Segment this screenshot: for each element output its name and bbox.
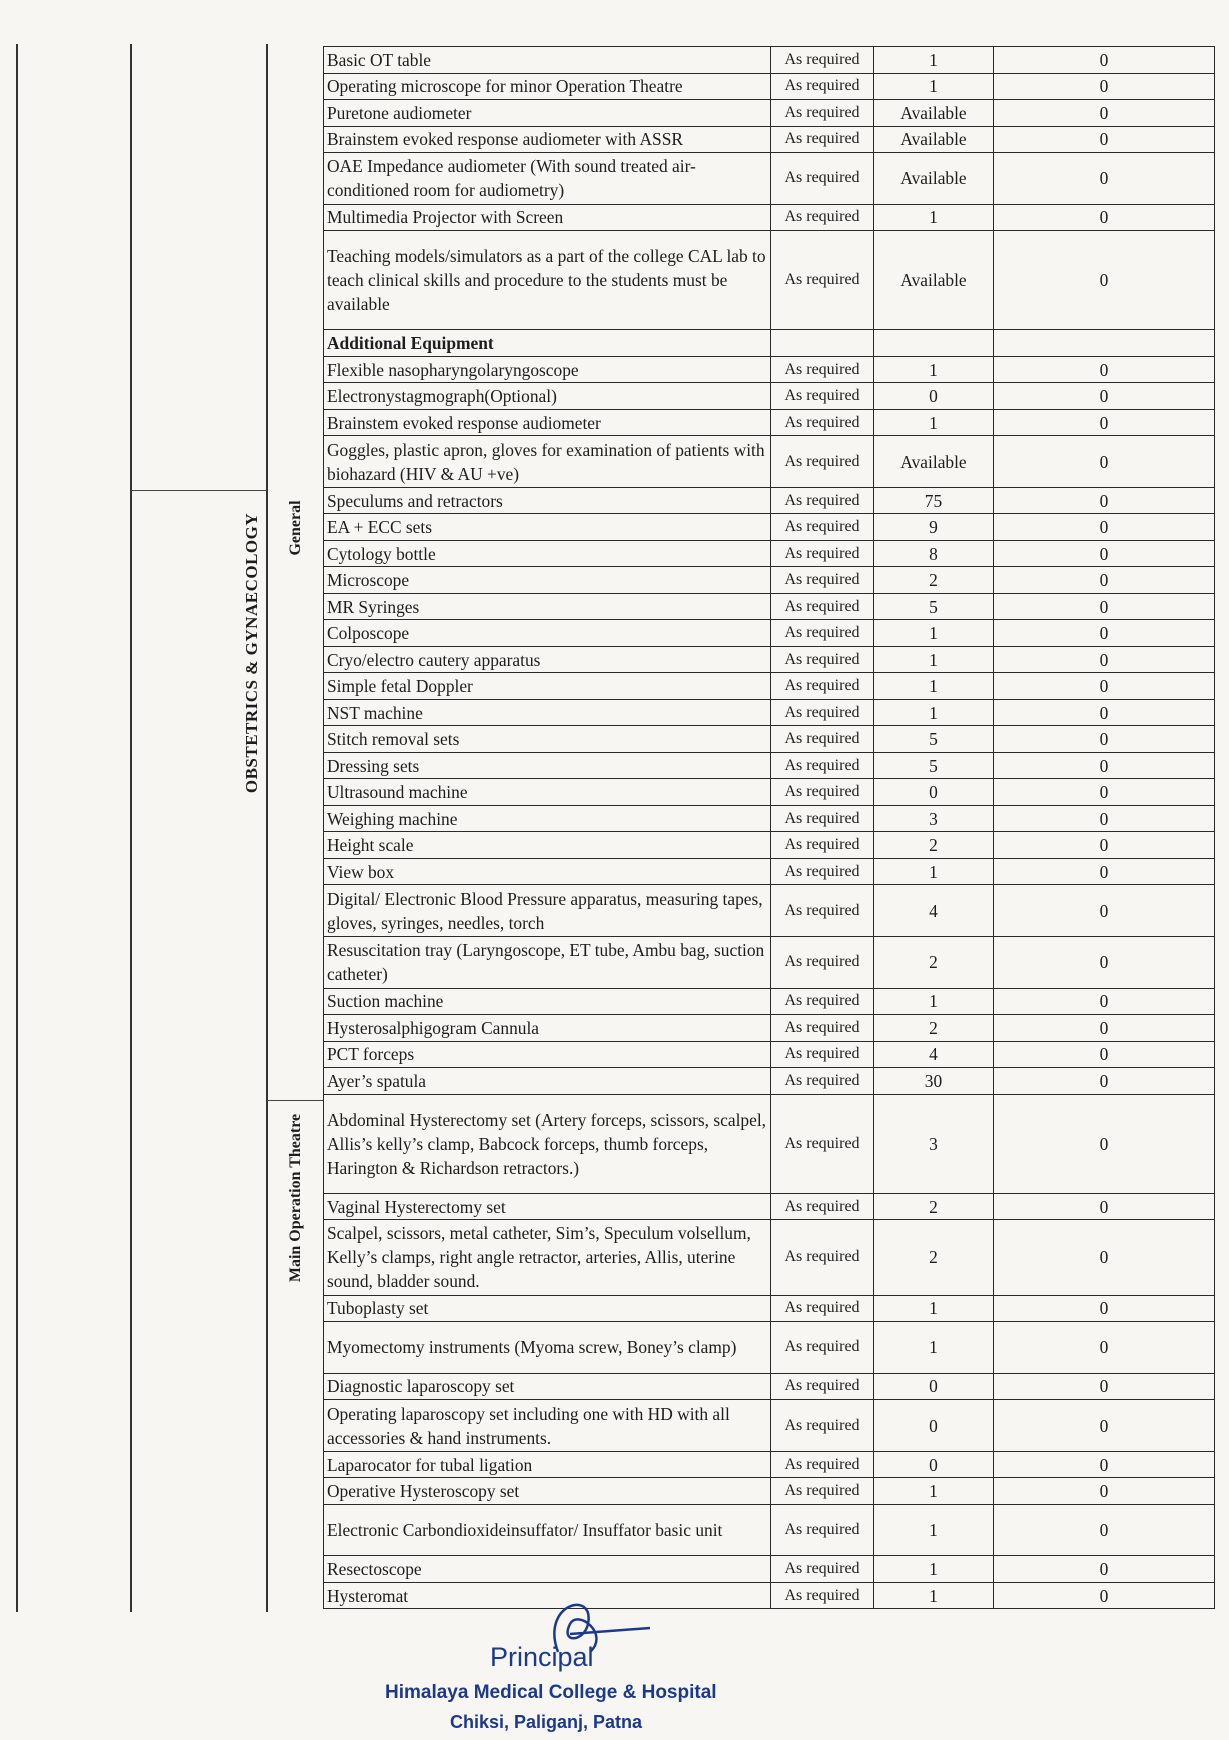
equipment-row bbox=[324, 936, 1215, 988]
available-quantity: Available bbox=[874, 100, 994, 127]
additional-quantity bbox=[994, 330, 1215, 357]
equipment-name: Laparocator for tubal ligation bbox=[324, 1451, 771, 1478]
required-quantity: As required bbox=[771, 832, 874, 859]
equipment-row bbox=[324, 487, 1215, 514]
required-quantity: As required bbox=[771, 540, 874, 567]
available-quantity: 8 bbox=[874, 540, 994, 567]
additional-quantity: 0 bbox=[994, 514, 1215, 541]
available-quantity: 1 bbox=[874, 1504, 994, 1556]
required-quantity: As required bbox=[771, 805, 874, 832]
required-quantity: As required bbox=[771, 988, 874, 1015]
equipment-row bbox=[324, 1094, 1215, 1193]
additional-quantity: 0 bbox=[994, 73, 1215, 100]
equipment-row bbox=[324, 1015, 1215, 1042]
available-quantity: Available bbox=[874, 126, 994, 153]
additional-quantity: 0 bbox=[994, 1556, 1215, 1583]
dept-column-left-line bbox=[130, 44, 132, 1612]
equipment-name: MR Syringes bbox=[324, 593, 771, 620]
available-quantity: 2 bbox=[874, 1015, 994, 1042]
additional-quantity: 0 bbox=[994, 1068, 1215, 1095]
available-quantity: 1 bbox=[874, 409, 994, 436]
available-quantity: 1 bbox=[874, 1295, 994, 1322]
equipment-name: Resuscitation tray (Laryngoscope, ET tube, Ambu bag, suction catheter) bbox=[324, 936, 771, 988]
available-quantity: 1 bbox=[874, 858, 994, 885]
available-quantity: 2 bbox=[874, 832, 994, 859]
required-quantity: As required bbox=[771, 620, 874, 647]
equipment-row bbox=[324, 540, 1215, 567]
equipment-row bbox=[324, 1373, 1215, 1400]
additional-quantity: 0 bbox=[994, 47, 1215, 74]
equipment-row bbox=[324, 1556, 1215, 1583]
equipment-name: Resectoscope bbox=[324, 1556, 771, 1583]
equipment-name: PCT forceps bbox=[324, 1041, 771, 1068]
available-quantity: 2 bbox=[874, 1220, 994, 1295]
equipment-name: Weighing machine bbox=[324, 805, 771, 832]
equipment-row bbox=[324, 1322, 1215, 1374]
equipment-name: Myomectomy instruments (Myoma screw, Boney’s clamp) bbox=[324, 1322, 771, 1374]
equipment-row bbox=[324, 832, 1215, 859]
required-quantity: As required bbox=[771, 1400, 874, 1452]
equipment-name: NST machine bbox=[324, 699, 771, 726]
equipment-row bbox=[324, 699, 1215, 726]
equipment-name: Speculums and retractors bbox=[324, 487, 771, 514]
available-quantity: 3 bbox=[874, 805, 994, 832]
additional-quantity: 0 bbox=[994, 409, 1215, 436]
equipment-name: EA + ECC sets bbox=[324, 514, 771, 541]
available-quantity: 5 bbox=[874, 726, 994, 753]
equipment-row bbox=[324, 593, 1215, 620]
equipment-name: Operative Hysteroscopy set bbox=[324, 1478, 771, 1505]
section-label-general: General bbox=[287, 500, 304, 556]
equipment-name: Multimedia Projector with Screen bbox=[324, 204, 771, 231]
equipment-row bbox=[324, 1582, 1215, 1609]
dept-column-right-line bbox=[266, 44, 268, 1612]
equipment-name: Electronystagmograph(Optional) bbox=[324, 383, 771, 410]
required-quantity: As required bbox=[771, 204, 874, 231]
required-quantity: As required bbox=[771, 858, 874, 885]
required-quantity: As required bbox=[771, 1295, 874, 1322]
required-quantity: As required bbox=[771, 1015, 874, 1042]
available-quantity: 1 bbox=[874, 1582, 994, 1609]
equipment-row bbox=[324, 858, 1215, 885]
available-quantity: 1 bbox=[874, 356, 994, 383]
available-quantity: 1 bbox=[874, 646, 994, 673]
additional-quantity: 0 bbox=[994, 646, 1215, 673]
available-quantity: Available bbox=[874, 153, 994, 205]
additional-quantity: 0 bbox=[994, 383, 1215, 410]
available-quantity: 2 bbox=[874, 936, 994, 988]
available-quantity: 1 bbox=[874, 204, 994, 231]
available-quantity: 1 bbox=[874, 988, 994, 1015]
equipment-row bbox=[324, 1068, 1215, 1095]
required-quantity: As required bbox=[771, 1041, 874, 1068]
equipment-row bbox=[324, 805, 1215, 832]
available-quantity bbox=[874, 330, 994, 357]
equipment-name: View box bbox=[324, 858, 771, 885]
available-quantity: 1 bbox=[874, 1322, 994, 1374]
required-quantity: As required bbox=[771, 1556, 874, 1583]
equipment-row bbox=[324, 673, 1215, 700]
equipment-name: Vaginal Hysterectomy set bbox=[324, 1193, 771, 1220]
equipment-row bbox=[324, 726, 1215, 753]
available-quantity: 1 bbox=[874, 620, 994, 647]
equipment-row bbox=[324, 436, 1215, 488]
additional-quantity: 0 bbox=[994, 1504, 1215, 1556]
required-quantity: As required bbox=[771, 885, 874, 937]
additional-quantity: 0 bbox=[994, 1295, 1215, 1322]
equipment-row bbox=[324, 1504, 1215, 1556]
college-address: Chiksi, Paliganj, Patna bbox=[450, 1712, 643, 1732]
equipment-row bbox=[324, 1193, 1215, 1220]
equipment-row bbox=[324, 47, 1215, 74]
equipment-name: Colposcope bbox=[324, 620, 771, 647]
additional-quantity: 0 bbox=[994, 1400, 1215, 1452]
additional-quantity: 0 bbox=[994, 540, 1215, 567]
additional-quantity: 0 bbox=[994, 1193, 1215, 1220]
required-quantity: As required bbox=[771, 1582, 874, 1609]
additional-quantity: 0 bbox=[994, 436, 1215, 488]
equipment-row bbox=[324, 885, 1215, 937]
additional-quantity: 0 bbox=[994, 1015, 1215, 1042]
available-quantity: 0 bbox=[874, 1451, 994, 1478]
equipment-row bbox=[324, 1041, 1215, 1068]
equipment-row bbox=[324, 126, 1215, 153]
equipment-row bbox=[324, 1478, 1215, 1505]
required-quantity: As required bbox=[771, 1451, 874, 1478]
available-quantity: 75 bbox=[874, 487, 994, 514]
required-quantity: As required bbox=[771, 1068, 874, 1095]
required-quantity: As required bbox=[771, 1373, 874, 1400]
equipment-name: Teaching models/simulators as a part of the college CAL lab to teach clinical skills and procedure to the students must be available bbox=[324, 231, 771, 330]
additional-quantity: 0 bbox=[994, 1041, 1215, 1068]
additional-quantity: 0 bbox=[994, 1220, 1215, 1295]
required-quantity: As required bbox=[771, 752, 874, 779]
equipment-name: Flexible nasopharyngolaryngoscope bbox=[324, 356, 771, 383]
equipment-name: Electronic Carbondioxideinsuffator/ Insuffator basic unit bbox=[324, 1504, 771, 1556]
available-quantity: 2 bbox=[874, 567, 994, 594]
required-quantity bbox=[771, 330, 874, 357]
equipment-name: Ultrasound machine bbox=[324, 779, 771, 806]
available-quantity: 5 bbox=[874, 752, 994, 779]
equipment-name: Cytology bottle bbox=[324, 540, 771, 567]
available-quantity: 30 bbox=[874, 1068, 994, 1095]
equipment-row bbox=[324, 231, 1215, 330]
equipment-name: Microscope bbox=[324, 567, 771, 594]
additional-quantity: 0 bbox=[994, 726, 1215, 753]
equipment-name: Dressing sets bbox=[324, 752, 771, 779]
required-quantity: As required bbox=[771, 436, 874, 488]
available-quantity: 1 bbox=[874, 673, 994, 700]
required-quantity: As required bbox=[771, 646, 874, 673]
equipment-name: Goggles, plastic apron, gloves for examination of patients with biohazard (HIV & AU +ve) bbox=[324, 436, 771, 488]
additional-quantity: 0 bbox=[994, 204, 1215, 231]
equipment-name: Additional Equipment bbox=[324, 330, 771, 357]
required-quantity: As required bbox=[771, 100, 874, 127]
additional-quantity: 0 bbox=[994, 153, 1215, 205]
available-quantity: 4 bbox=[874, 885, 994, 937]
equipment-name: Brainstem evoked response audiometer bbox=[324, 409, 771, 436]
additional-quantity: 0 bbox=[994, 487, 1215, 514]
equipment-name: Brainstem evoked response audiometer with ASSR bbox=[324, 126, 771, 153]
equipment-name: Basic OT table bbox=[324, 47, 771, 74]
additional-quantity: 0 bbox=[994, 1478, 1215, 1505]
equipment-row bbox=[324, 1220, 1215, 1295]
available-quantity: 4 bbox=[874, 1041, 994, 1068]
available-quantity: 2 bbox=[874, 1193, 994, 1220]
equipment-name: Diagnostic laparoscopy set bbox=[324, 1373, 771, 1400]
additional-quantity: 0 bbox=[994, 832, 1215, 859]
required-quantity: As required bbox=[771, 514, 874, 541]
additional-quantity: 0 bbox=[994, 752, 1215, 779]
available-quantity: 0 bbox=[874, 1373, 994, 1400]
available-quantity: 1 bbox=[874, 47, 994, 74]
additional-quantity: 0 bbox=[994, 858, 1215, 885]
required-quantity: As required bbox=[771, 726, 874, 753]
required-quantity: As required bbox=[771, 1478, 874, 1505]
required-quantity: As required bbox=[771, 383, 874, 410]
required-quantity: As required bbox=[771, 73, 874, 100]
left-border-line bbox=[16, 44, 18, 1612]
required-quantity: As required bbox=[771, 487, 874, 514]
required-quantity: As required bbox=[771, 779, 874, 806]
required-quantity: As required bbox=[771, 1193, 874, 1220]
equipment-row bbox=[324, 356, 1215, 383]
available-quantity: 1 bbox=[874, 73, 994, 100]
required-quantity: As required bbox=[771, 126, 874, 153]
equipment-row bbox=[324, 752, 1215, 779]
additional-quantity: 0 bbox=[994, 1094, 1215, 1193]
equipment-row bbox=[324, 409, 1215, 436]
equipment-row bbox=[324, 73, 1215, 100]
available-quantity: 1 bbox=[874, 699, 994, 726]
available-quantity: 9 bbox=[874, 514, 994, 541]
subsection-separator bbox=[267, 1100, 323, 1101]
section-label-main-ot: Main Operation Theatre bbox=[287, 1113, 304, 1283]
additional-quantity: 0 bbox=[994, 988, 1215, 1015]
additional-quantity: 0 bbox=[994, 805, 1215, 832]
equipment-name: OAE Impedance audiometer (With sound treated air-conditioned room for audiometry) bbox=[324, 153, 771, 205]
equipment-row bbox=[324, 100, 1215, 127]
equipment-name: Ayer’s spatula bbox=[324, 1068, 771, 1095]
additional-quantity: 0 bbox=[994, 567, 1215, 594]
equipment-table bbox=[323, 46, 1215, 1609]
required-quantity: As required bbox=[771, 47, 874, 74]
equipment-row bbox=[324, 204, 1215, 231]
principal-title: Principal bbox=[490, 1642, 594, 1672]
required-quantity: As required bbox=[771, 673, 874, 700]
available-quantity: 1 bbox=[874, 1556, 994, 1583]
available-quantity: 0 bbox=[874, 779, 994, 806]
equipment-name: Height scale bbox=[324, 832, 771, 859]
equipment-row bbox=[324, 620, 1215, 647]
equipment-row bbox=[324, 383, 1215, 410]
available-quantity: Available bbox=[874, 231, 994, 330]
equipment-row bbox=[324, 514, 1215, 541]
required-quantity: As required bbox=[771, 699, 874, 726]
equipment-name: Scalpel, scissors, metal catheter, Sim’s, Speculum volsellum, Kelly’s clamps, right angle retractor, arteries, Allis, uterine sound, bladder sound. bbox=[324, 1220, 771, 1295]
equipment-row bbox=[324, 153, 1215, 205]
department-label: OBSTETRICS & GYNAECOLOGY bbox=[242, 512, 261, 794]
equipment-name: Hysteromat bbox=[324, 1582, 771, 1609]
additional-quantity: 0 bbox=[994, 356, 1215, 383]
equipment-name: Puretone audiometer bbox=[324, 100, 771, 127]
additional-quantity: 0 bbox=[994, 673, 1215, 700]
available-quantity: 5 bbox=[874, 593, 994, 620]
equipment-name: Hysterosalphigogram Cannula bbox=[324, 1015, 771, 1042]
equipment-name: Suction machine bbox=[324, 988, 771, 1015]
additional-quantity: 0 bbox=[994, 1373, 1215, 1400]
available-quantity: Available bbox=[874, 436, 994, 488]
available-quantity: 0 bbox=[874, 383, 994, 410]
additional-quantity: 0 bbox=[994, 699, 1215, 726]
equipment-name: Digital/ Electronic Blood Pressure apparatus, measuring tapes, gloves, syringes, needles, torch bbox=[324, 885, 771, 937]
required-quantity: As required bbox=[771, 1322, 874, 1374]
required-quantity: As required bbox=[771, 153, 874, 205]
available-quantity: 0 bbox=[874, 1400, 994, 1452]
equipment-row bbox=[324, 567, 1215, 594]
required-quantity: As required bbox=[771, 1094, 874, 1193]
equipment-name: Operating microscope for minor Operation Theatre bbox=[324, 73, 771, 100]
equipment-name: Tuboplasty set bbox=[324, 1295, 771, 1322]
required-quantity: As required bbox=[771, 936, 874, 988]
additional-quantity: 0 bbox=[994, 231, 1215, 330]
additional-quantity: 0 bbox=[994, 936, 1215, 988]
additional-quantity: 0 bbox=[994, 593, 1215, 620]
required-quantity: As required bbox=[771, 593, 874, 620]
required-quantity: As required bbox=[771, 231, 874, 330]
equipment-name: Operating laparoscopy set including one with HD with all accessories & hand instruments. bbox=[324, 1400, 771, 1452]
equipment-row bbox=[324, 1295, 1215, 1322]
section-header-row bbox=[324, 330, 1215, 357]
additional-quantity: 0 bbox=[994, 1582, 1215, 1609]
available-quantity: 1 bbox=[874, 1478, 994, 1505]
required-quantity: As required bbox=[771, 567, 874, 594]
equipment-row bbox=[324, 646, 1215, 673]
required-quantity: As required bbox=[771, 356, 874, 383]
required-quantity: As required bbox=[771, 409, 874, 436]
college-name: Himalaya Medical College & Hospital bbox=[385, 1682, 717, 1703]
equipment-row bbox=[324, 779, 1215, 806]
equipment-row bbox=[324, 1400, 1215, 1452]
additional-quantity: 0 bbox=[994, 779, 1215, 806]
additional-quantity: 0 bbox=[994, 620, 1215, 647]
available-quantity: 3 bbox=[874, 1094, 994, 1193]
additional-quantity: 0 bbox=[994, 885, 1215, 937]
equipment-row bbox=[324, 988, 1215, 1015]
additional-quantity: 0 bbox=[994, 126, 1215, 153]
dept-separator bbox=[131, 490, 267, 491]
equipment-table-body bbox=[324, 47, 1215, 1609]
equipment-name: Simple fetal Doppler bbox=[324, 673, 771, 700]
equipment-name: Cryo/electro cautery apparatus bbox=[324, 646, 771, 673]
required-quantity: As required bbox=[771, 1220, 874, 1295]
equipment-row bbox=[324, 1451, 1215, 1478]
additional-quantity: 0 bbox=[994, 100, 1215, 127]
additional-quantity: 0 bbox=[994, 1451, 1215, 1478]
additional-quantity: 0 bbox=[994, 1322, 1215, 1374]
required-quantity: As required bbox=[771, 1504, 874, 1556]
equipment-name: Stitch removal sets bbox=[324, 726, 771, 753]
equipment-name: Abdominal Hysterectomy set (Artery forceps, scissors, scalpel, Allis’s kelly’s clamp, Babcock forceps, thumb forceps, Harington & Richardson retractors.) bbox=[324, 1094, 771, 1193]
